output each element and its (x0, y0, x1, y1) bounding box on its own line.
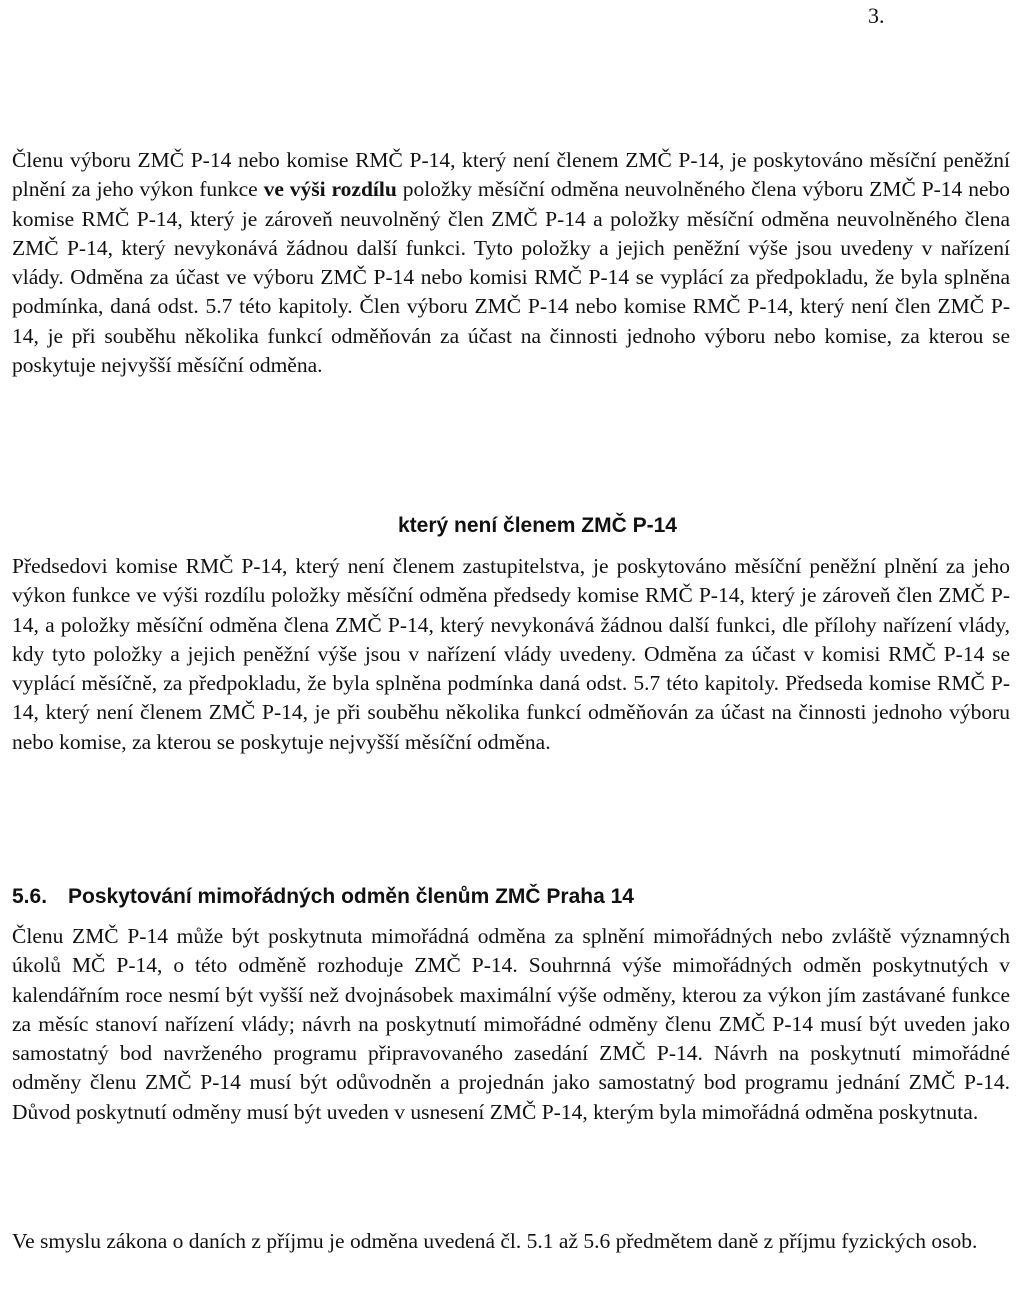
paragraph-extraordinary-rewards: Členu ZMČ P-14 může být poskytnuta mimořádná odměna za splnění mimořádných nebo zvláště významných úkolů MČ P-14, o této odměně rozhoduje ZMČ P-14. Souhrnná výše mimořádných odměn poskytnutých v kalendářním roce nesmí být vyšší než dvojnásobek maximální výše odměny, kterou za výkon jím zastávané funkce za měsíc stanoví nařízení vlády; návrh na poskytnutí mimořádné odměny členu ZMČ P-14 musí být uveden jako samostatný bod navrženého programu připravovaného zasedání ZMČ P-14. Návrh na poskytnutí mimořádné odměny členu ZMČ P-14 musí být odůvodněn a projednán jako samostatný bod programu jednání ZMČ P-14. Důvod poskytnutí odměny musí být uveden v usnesení ZMČ P-14, kterým byla mimořádná odměna poskytnuta. (12, 924, 1010, 1124)
paragraph-text-end: položky měsíční odměna neuvolněného člena výboru ZMČ P-14 nebo komise RMČ P-14, který je zároveň neuvolněný člen ZMČ P-14 a položky měsíční odměna neuvolněného člena ZMČ P-14, který nevykonává žádnou další funkci. Tyto položky a jejich peněžní výše jsou uvedeny v nařízení vlády. Odměna za účast ve výboru ZMČ P-14 nebo komisi RMČ P-14 se vyplácí za předpokladu, že byla splněna podmínka, daná odst. 5.7 této kapitoly. Člen výboru ZMČ P-14 nebo komise RMČ P-14, který není člen ZMČ P- 14, je při souběhu několika funkcí odměňován za účast na činnosti jednoho výboru nebo komise, za kterou se poskytuje nejvyšší měsíční odměna. (12, 177, 1010, 378)
section-heading-extraordinary-rewards (12, 883, 634, 911)
paragraph-committee-member-remuneration (12, 146, 1010, 380)
paragraph-tax-note: Ve smyslu zákona o daních z příjmu je odměna uvedená čl. 5.1 až 5.6 předmětem daně z příjmu fyzických osob. (12, 1229, 978, 1253)
section-number: 5.6. (12, 885, 48, 908)
paragraph-text-start: Členu výboru ZMČ P-14 nebo komise RMČ P-14, který není členem ZMČ P-14, je poskytováno měsíční peněžní plnění za jeho výkon funkce (12, 148, 1010, 202)
page-number: 3. (868, 3, 885, 28)
bold-phrase: ve výši rozdílu (263, 177, 397, 202)
section-heading-chairman: který není členem ZMČ P-14 (398, 514, 677, 537)
paragraph-chairman-remuneration: Předsedovi komise RMČ P-14, který není členem zastupitelstva, je poskytováno měsíční peněžní plnění za jeho výkon funkce ve výši rozdílu položky měsíční odměna předsedy komise RMČ P-14, který je zároveň člen ZMČ P-14, a položky měsíční odměna člena ZMČ P-14, který nevykonává žádnou další funkci, dle přílohy nařízení vlády, kdy tyto položky a jejich peněžní výše jsou v nařízení vlády uvedeny. Odměna za účast v komisi RMČ P-14 se vyplácí měsíčně, za předpokladu, že byla splněna podmínka daná odst. 5.7 této kapitoly. Předseda komise RMČ P-14, který není členem ZMČ P-14, je při souběhu několika funkcí odměňován za účast na činnosti jednoho výboru nebo komise, za kterou se poskytuje nejvyšší měsíční odměna. (12, 554, 1010, 754)
section-title: Poskytování mimořádných odměn členům ZMČ Praha 14 (68, 885, 634, 908)
